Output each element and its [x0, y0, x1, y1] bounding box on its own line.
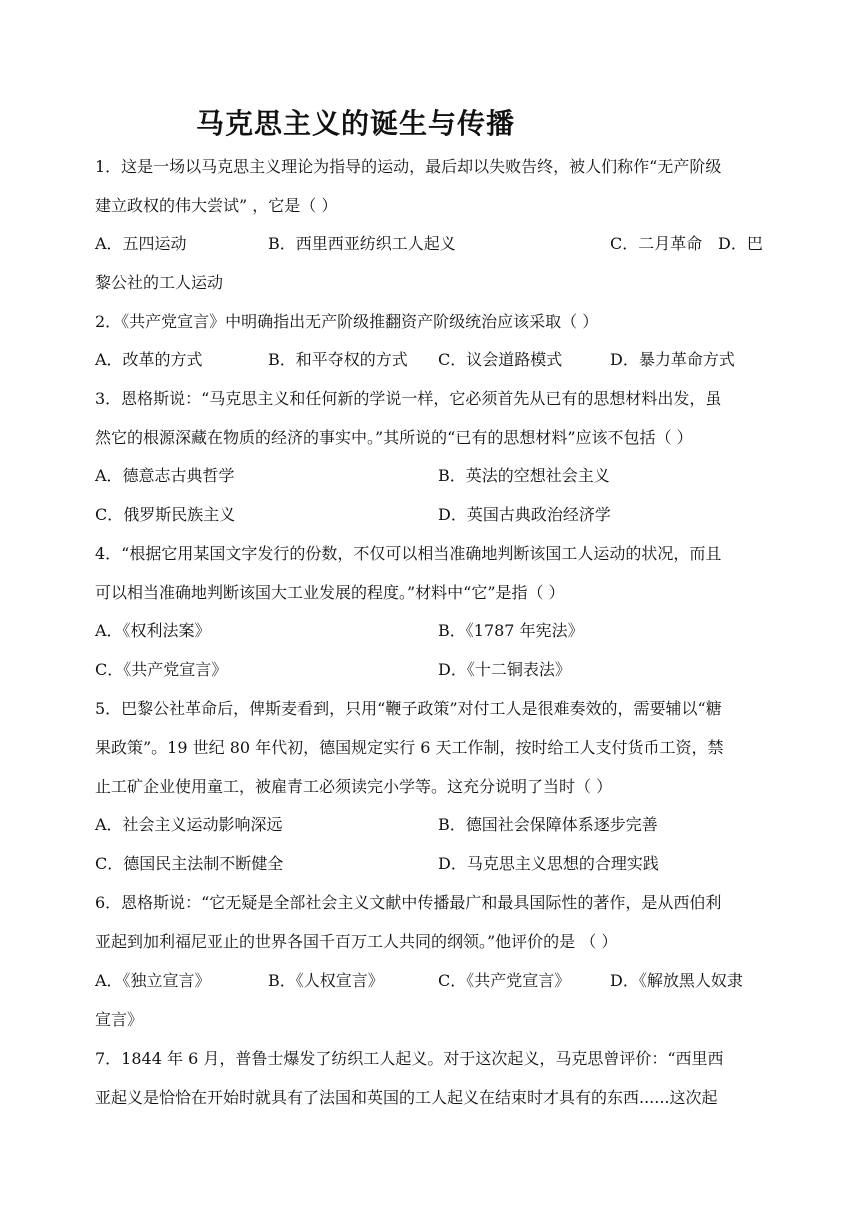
- question-3-line-1: 3．恩格斯说：“马克思主义和任何新的学说一样，它必须首先从已有的思想材料出发，虽: [95, 389, 722, 408]
- question-6-line-2: 亚起到加利福尼亚止的世界各国千百万工人共同的纲领。”他评价的是 （ ）: [95, 932, 618, 951]
- question-1-option-d-continued: 黎公社的工人运动: [95, 273, 224, 292]
- question-5-line-1: 5．巴黎公社革命后，俾斯麦看到，只用“鞭子政策”对付工人是很难奏效的，需要辅以“糖: [95, 699, 722, 718]
- question-3-option-a: A．德意志古典哲学: [95, 466, 235, 485]
- question-2-option-a: A．改革的方式: [95, 350, 203, 369]
- question-2-option-b: B．和平夺权的方式: [268, 350, 408, 369]
- question-6-option-d-continued: 宣言》: [95, 1010, 144, 1029]
- question-3-option-c: C．俄罗斯民族主义: [95, 505, 236, 524]
- question-5-option-c: C．德国民主法制不断健全: [95, 854, 284, 873]
- question-1-line-2: 建立政权的伟大尝试” ，它是（ ）: [95, 196, 338, 215]
- question-1-option-b: B．西里西亚纺织工人起义: [268, 234, 456, 253]
- question-6-line-1: 6．恩格斯说：“它无疑是全部社会主义文献中传播最广和最具国际性的著作，是从西伯利: [95, 893, 722, 912]
- question-1-option-d: D．巴: [718, 234, 763, 253]
- question-6-option-c: C．《共产党宣言》: [438, 971, 571, 990]
- question-1-line-1: 1．这是一场以马克思主义理论为指导的运动，最后却以失败告终，被人们称作“无产阶级: [95, 157, 722, 176]
- question-3-line-2: 然它的根源深藏在物质的经济的事实中。”其所说的“已有的思想材料”应该不包括（ ）: [95, 428, 693, 447]
- question-5-option-d: D．马克思主义思想的合理实践: [438, 854, 659, 873]
- question-4-line-1: 4．“根据它用某国文字发行的份数，不仅可以相当准确地判断该国工人运动的状况，而且: [95, 544, 722, 563]
- question-1-option-a: A．五四运动: [95, 234, 187, 253]
- question-5-option-a: A．社会主义运动影响深远: [95, 815, 283, 834]
- question-4-option-a: A．《权利法案》: [95, 621, 211, 640]
- question-3-option-d: D．英国古典政治经济学: [438, 505, 611, 524]
- question-5-option-b: B．德国社会保障体系逐步完善: [438, 815, 658, 834]
- question-7-line-1: 7．1844 年 6 月，普鲁士爆发了纺织工人起义。对于这次起义，马克思曾评价：“西里西: [95, 1049, 724, 1068]
- question-6-option-a: A．《独立宣言》: [95, 971, 211, 990]
- question-4-option-d: D．《十二铜表法》: [438, 660, 571, 679]
- question-2-line-1: 2．《共产党宣言》中明确指出无产阶级推翻资产阶级统治应该采取（ ）: [95, 312, 599, 331]
- question-6-option-d: D．《解放黑人奴隶: [610, 971, 743, 990]
- question-5-line-3: 止工矿企业使用童工，被雇青工必须读完小学等。这充分说明了当时（ ）: [95, 777, 613, 796]
- question-4-line-2: 可以相当准确地判断该国大工业发展的程度。”材料中“它”是指（ ）: [95, 583, 565, 602]
- question-3-option-b: B．英法的空想社会主义: [438, 466, 610, 485]
- question-6-option-b: B．《人权宣言》: [268, 971, 384, 990]
- question-2-option-c: C．议会道路模式: [438, 350, 563, 369]
- question-4-option-c: C．《共产党宣言》: [95, 660, 228, 679]
- question-5-line-2: 果政策”。19 世纪 80 年代初，德国规定实行 6 天工作制，按时给工人支付货币工资，禁: [95, 738, 724, 757]
- question-4-option-b: B．《1787 年宪法》: [438, 621, 584, 640]
- question-7-line-2: 亚起义是恰恰在开始时就具有了法国和英国的工人起义在结束时才具有的东西......这次起: [95, 1088, 718, 1107]
- question-2-option-d: D．暴力革命方式: [610, 350, 735, 369]
- question-1-option-c: C．二月革命: [610, 234, 703, 253]
- page-title: 马克思主义的诞生与传播: [196, 107, 516, 140]
